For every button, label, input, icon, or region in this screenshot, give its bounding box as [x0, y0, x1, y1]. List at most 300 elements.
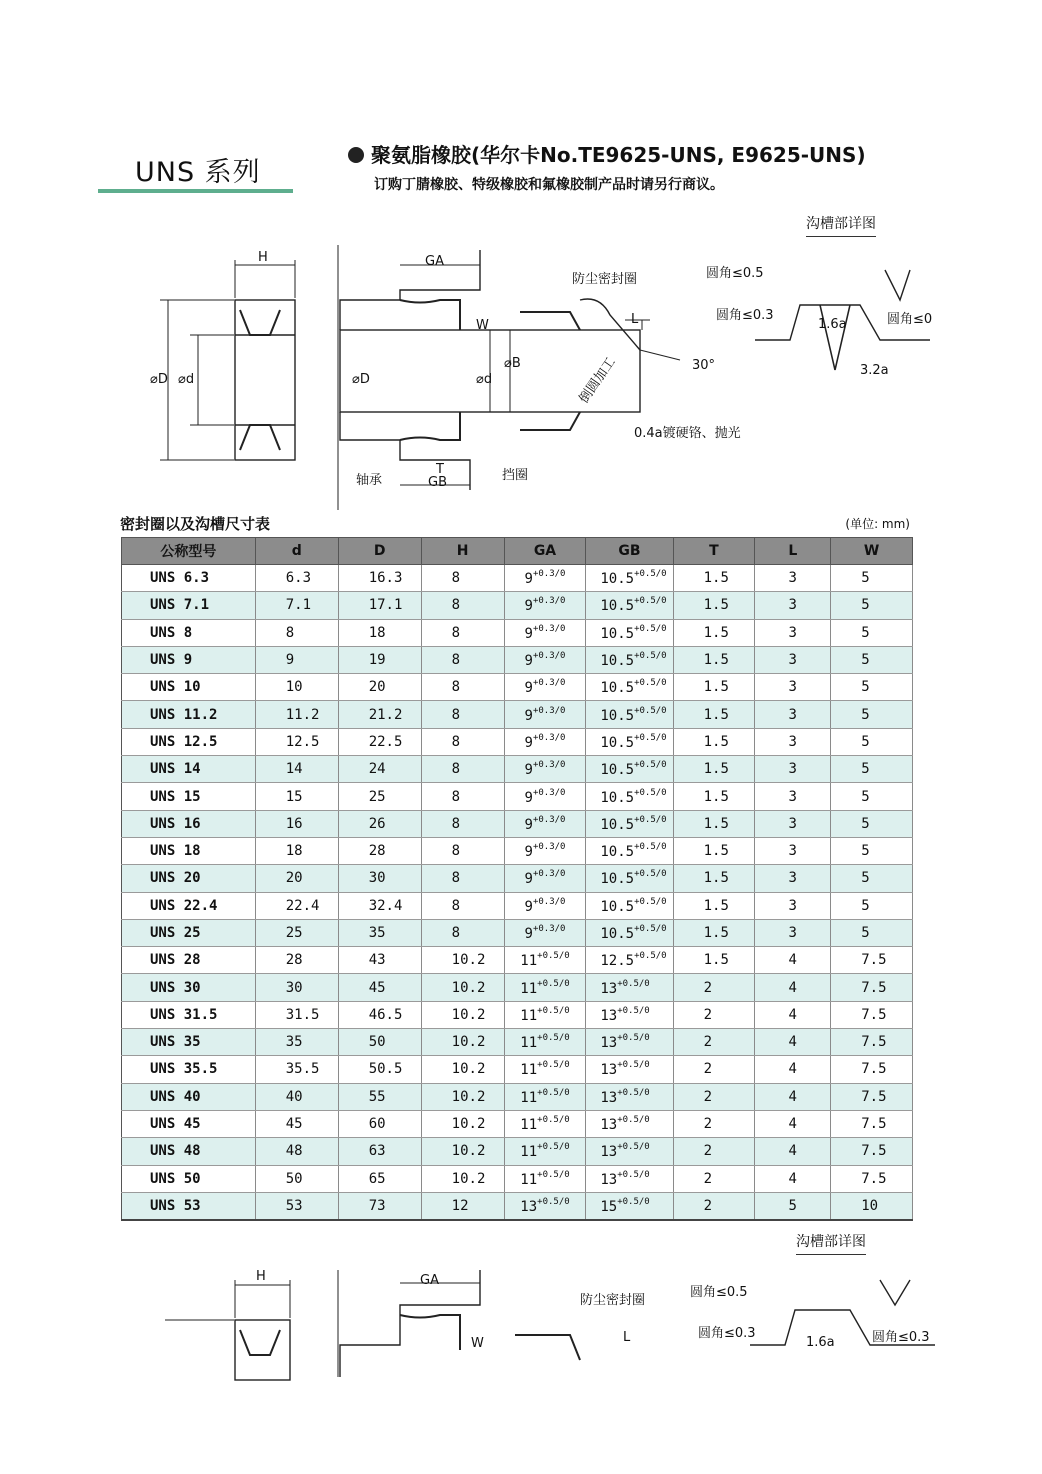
table-row	[122, 756, 913, 783]
cell-ga: $9^{+0.3/0}$	[504, 674, 586, 701]
cell-model: UNS 30	[122, 974, 256, 1001]
cell-H: 10.2	[421, 1001, 504, 1028]
cell-W: 5	[831, 919, 913, 946]
tolerance: +0.5/0	[634, 896, 667, 907]
tolerance: +0.5/0	[537, 978, 570, 989]
cell-W: 5	[831, 646, 913, 673]
dim-gb-label: GB	[428, 475, 447, 490]
cell-W: 10	[831, 1192, 913, 1220]
cell-D: 73	[338, 1192, 421, 1220]
table-row	[122, 892, 913, 919]
table-row	[122, 1110, 913, 1137]
cell-D: 50	[338, 1029, 421, 1056]
col-header-H: H	[421, 538, 504, 565]
cell-W: 5	[831, 783, 913, 810]
tolerance: +0.5/0	[617, 1142, 650, 1153]
col-header-T: T	[673, 538, 755, 565]
tolerance: +0.3/0	[532, 678, 566, 689]
table-row	[122, 619, 913, 646]
cell-T: 1.5	[673, 674, 755, 701]
table-row	[122, 728, 913, 755]
table-row	[122, 919, 913, 946]
cell-L: 4	[755, 1001, 831, 1028]
dust-seal-label: 防尘密封圈	[572, 272, 638, 287]
dim-id-label: ⌀d	[178, 372, 195, 387]
cell-ga: $9^{+0.3/0}$	[504, 837, 586, 864]
cell-gb: $10.5^{+0.5/0}$	[586, 783, 673, 810]
dust-seal-label-bottom: 防尘密封圈	[580, 1293, 646, 1308]
cell-L: 4	[755, 1056, 831, 1083]
cell-D: 35	[338, 919, 421, 946]
cell-gb: $10.5^{+0.5/0}$	[586, 756, 673, 783]
cell-d: 22.4	[255, 892, 338, 919]
cell-L: 4	[755, 1138, 831, 1165]
fillet-r0-label: 圆角≤0	[887, 312, 933, 327]
fillet-r03-label: 圆角≤0.3	[716, 308, 774, 323]
tolerance: +0.3/0	[532, 596, 566, 607]
cell-T: 2	[673, 1192, 755, 1220]
cell-model: UNS 16	[122, 810, 256, 837]
finish-label: 0.4a镀硬铬、抛光	[634, 426, 741, 441]
cell-d: 16	[255, 810, 338, 837]
cell-L: 4	[755, 1029, 831, 1056]
product-line	[348, 139, 866, 168]
cell-d: 12.5	[255, 728, 338, 755]
roughness-16-label: 1.6a	[818, 317, 847, 332]
cell-T: 2	[673, 1029, 755, 1056]
tolerance: +0.5/0	[634, 924, 667, 934]
cell-T: 1.5	[673, 701, 755, 728]
cell-d: 18	[255, 837, 338, 864]
cell-d: 31.5	[255, 1001, 338, 1028]
cell-D: 21.2	[338, 701, 421, 728]
cell-d: 30	[255, 974, 338, 1001]
cell-gb: $13^{+0.5/0}$	[586, 974, 673, 1001]
order-note: 订购丁腈橡胶、特级橡胶和氟橡胶制产品时请另行商议。	[374, 177, 724, 193]
cell-gb: $15^{+0.5/0}$	[586, 1192, 673, 1220]
cell-L: 3	[755, 919, 831, 946]
cell-L: 3	[755, 619, 831, 646]
cell-W: 7.5	[831, 1001, 913, 1028]
cell-D: 50.5	[338, 1056, 421, 1083]
cell-T: 1.5	[673, 728, 755, 755]
cell-T: 1.5	[673, 810, 755, 837]
cell-ga: $9^{+0.3/0}$	[504, 756, 586, 783]
dim-ga-label-bottom: GA	[420, 1273, 439, 1288]
dimension-table	[121, 537, 913, 1221]
cell-d: 48	[255, 1138, 338, 1165]
tolerance: +0.5/0	[634, 760, 667, 771]
table-title: 密封圈以及沟槽尺寸表	[120, 515, 271, 533]
cell-model: UNS 8	[122, 619, 256, 646]
tolerance: +0.3/0	[532, 760, 566, 771]
cell-D: 20	[338, 674, 421, 701]
cell-T: 1.5	[673, 892, 755, 919]
cell-D: 17.1	[338, 592, 421, 619]
cell-H: 8	[421, 646, 504, 673]
cell-H: 10.2	[421, 1138, 504, 1165]
cell-T: 1.5	[673, 565, 755, 592]
cell-H: 8	[421, 674, 504, 701]
cell-gb: $13^{+0.5/0}$	[586, 1110, 673, 1137]
cell-D: 60	[338, 1110, 421, 1137]
table-row	[122, 974, 913, 1001]
cell-H: 8	[421, 919, 504, 946]
roughness-32-label: 3.2a	[860, 363, 889, 378]
cell-model: UNS 18	[122, 837, 256, 864]
col-header-model: 公称型号	[122, 538, 256, 565]
cell-H: 10.2	[421, 1056, 504, 1083]
tolerance: +0.5/0	[634, 732, 667, 743]
dim-l-label-bottom: L	[623, 1330, 631, 1345]
cell-W: 5	[831, 756, 913, 783]
tolerance: +0.5/0	[537, 1169, 570, 1180]
cell-gb: $10.5^{+0.5/0}$	[586, 919, 673, 946]
cell-ga: $9^{+0.3/0}$	[504, 919, 586, 946]
tolerance: +0.5/0	[634, 651, 667, 662]
cell-d: 35	[255, 1029, 338, 1056]
cell-W: 5	[831, 810, 913, 837]
cell-T: 1.5	[673, 619, 755, 646]
dim-b-label: ⌀B	[504, 356, 521, 371]
cell-L: 3	[755, 783, 831, 810]
cell-ga: $13^{+0.5/0}$	[504, 1192, 586, 1220]
cell-L: 4	[755, 1110, 831, 1137]
dim-h-label-bottom: H	[256, 1269, 266, 1284]
cell-ga: $11^{+0.5/0}$	[504, 1029, 586, 1056]
cell-T: 1.5	[673, 783, 755, 810]
table-row	[122, 565, 913, 592]
cell-model: UNS 28	[122, 947, 256, 974]
cell-gb: $13^{+0.5/0}$	[586, 1083, 673, 1110]
cell-ga: $9^{+0.3/0}$	[504, 728, 586, 755]
cell-D: 22.5	[338, 728, 421, 755]
cell-L: 3	[755, 810, 831, 837]
table-row	[122, 865, 913, 892]
cell-W: 5	[831, 565, 913, 592]
cell-T: 2	[673, 1138, 755, 1165]
product-line-text: 聚氨脂橡胶(华尔卡No.TE9625-UNS, E9625-UNS)	[371, 143, 866, 167]
table-row	[122, 1056, 913, 1083]
retainer-label: 挡圈	[502, 468, 529, 483]
tolerance: +0.5/0	[634, 787, 667, 798]
series-title-underline	[98, 189, 293, 193]
tolerance: +0.5/0	[617, 978, 650, 989]
cell-D: 45	[338, 974, 421, 1001]
cell-d: 6.3	[255, 565, 338, 592]
cell-ga: $9^{+0.3/0}$	[504, 619, 586, 646]
cell-D: 16.3	[338, 565, 421, 592]
tolerance: +0.3/0	[532, 569, 566, 580]
cell-model: UNS 6.3	[122, 565, 256, 592]
cell-d: 28	[255, 947, 338, 974]
cell-ga: $11^{+0.5/0}$	[504, 1083, 586, 1110]
cell-d: 8	[255, 619, 338, 646]
cell-T: 2	[673, 1110, 755, 1137]
cell-L: 3	[755, 674, 831, 701]
series-title: UNS 系列	[135, 157, 261, 188]
cell-model: UNS 40	[122, 1083, 256, 1110]
cell-gb: $12.5^{+0.5/0}$	[586, 947, 673, 974]
table-row	[122, 1029, 913, 1056]
cell-W: 7.5	[831, 1029, 913, 1056]
cell-D: 30	[338, 865, 421, 892]
cell-model: UNS 9	[122, 646, 256, 673]
cell-H: 10.2	[421, 1083, 504, 1110]
cell-model: UNS 22.4	[122, 892, 256, 919]
cell-model: UNS 50	[122, 1165, 256, 1192]
table-row	[122, 810, 913, 837]
cell-T: 1.5	[673, 919, 755, 946]
cell-T: 2	[673, 1056, 755, 1083]
cell-model: UNS 15	[122, 783, 256, 810]
cell-L: 4	[755, 974, 831, 1001]
cell-gb: $13^{+0.5/0}$	[586, 1056, 673, 1083]
dim-l-label: L	[631, 312, 639, 327]
cell-W: 5	[831, 865, 913, 892]
cell-ga: $11^{+0.5/0}$	[504, 974, 586, 1001]
tolerance: +0.5/0	[617, 1115, 650, 1126]
cell-gb: $10.5^{+0.5/0}$	[586, 728, 673, 755]
cell-L: 3	[755, 592, 831, 619]
bearing-label: 轴承	[356, 473, 383, 488]
col-header-W: W	[831, 538, 913, 565]
cell-H: 8	[421, 892, 504, 919]
cell-T: 1.5	[673, 837, 755, 864]
cell-model: UNS 7.1	[122, 592, 256, 619]
cell-D: 18	[338, 619, 421, 646]
cell-W: 7.5	[831, 974, 913, 1001]
seal-section-drawing-bottom	[150, 1265, 940, 1377]
dim-t-label: T	[436, 462, 444, 477]
cell-gb: $10.5^{+0.5/0}$	[586, 646, 673, 673]
tolerance: +0.5/0	[634, 814, 667, 825]
cell-H: 8	[421, 810, 504, 837]
cell-gb: $13^{+0.5/0}$	[586, 1165, 673, 1192]
tolerance: +0.3/0	[532, 787, 566, 798]
cell-model: UNS 35	[122, 1029, 256, 1056]
tolerance: +0.5/0	[634, 951, 667, 962]
dim-w-label: W	[476, 318, 489, 333]
cell-D: 43	[338, 947, 421, 974]
cell-L: 4	[755, 1165, 831, 1192]
table-row	[122, 1083, 913, 1110]
cell-D: 26	[338, 810, 421, 837]
cell-d: 7.1	[255, 592, 338, 619]
tolerance: +0.3/0	[532, 732, 566, 743]
unit-note: (单位: mm)	[845, 517, 910, 531]
cell-D: 24	[338, 756, 421, 783]
tolerance: +0.5/0	[617, 1196, 650, 1207]
cell-D: 65	[338, 1165, 421, 1192]
tolerance: +0.3/0	[532, 623, 566, 634]
cell-model: UNS 31.5	[122, 1001, 256, 1028]
tolerance: +0.5/0	[537, 951, 570, 962]
cell-gb: $10.5^{+0.5/0}$	[586, 592, 673, 619]
tolerance: +0.3/0	[532, 814, 566, 825]
cell-d: 25	[255, 919, 338, 946]
cell-W: 5	[831, 892, 913, 919]
cell-model: UNS 11.2	[122, 701, 256, 728]
cell-ga: $9^{+0.3/0}$	[504, 592, 586, 619]
cell-H: 8	[421, 701, 504, 728]
cell-L: 3	[755, 837, 831, 864]
cell-W: 5	[831, 592, 913, 619]
cell-T: 2	[673, 1001, 755, 1028]
cell-gb: $10.5^{+0.5/0}$	[586, 837, 673, 864]
cell-D: 46.5	[338, 1001, 421, 1028]
cell-H: 8	[421, 865, 504, 892]
table-row	[122, 1001, 913, 1028]
table-header-row	[122, 538, 913, 565]
table-row	[122, 646, 913, 673]
cell-D: 28	[338, 837, 421, 864]
tolerance: +0.5/0	[617, 1005, 650, 1016]
cell-W: 7.5	[831, 1165, 913, 1192]
chamfer-label: 倒圆加工	[576, 355, 619, 407]
cell-ga: $9^{+0.3/0}$	[504, 646, 586, 673]
cell-T: 1.5	[673, 756, 755, 783]
tolerance: +0.5/0	[634, 869, 667, 880]
cell-ga: $9^{+0.3/0}$	[504, 810, 586, 837]
cell-L: 3	[755, 565, 831, 592]
cell-d: 50	[255, 1165, 338, 1192]
dim-w-label-bottom: W	[471, 1336, 484, 1351]
cell-W: 7.5	[831, 1056, 913, 1083]
tolerance: +0.3/0	[532, 896, 566, 907]
cell-ga: $11^{+0.5/0}$	[504, 1001, 586, 1028]
tolerance: +0.5/0	[537, 1142, 570, 1153]
cell-L: 3	[755, 728, 831, 755]
cell-L: 3	[755, 892, 831, 919]
tolerance: +0.5/0	[537, 1115, 570, 1126]
cell-ga: $9^{+0.3/0}$	[504, 865, 586, 892]
tolerance: +0.5/0	[617, 1060, 650, 1071]
cell-D: 55	[338, 1083, 421, 1110]
tolerance: +0.3/0	[532, 842, 566, 853]
table-row	[122, 592, 913, 619]
fillet-r05-label-bottom: 圆角≤0.5	[690, 1285, 748, 1300]
cell-H: 8	[421, 565, 504, 592]
dim-rod-d-label: ⌀d	[476, 372, 493, 387]
angle-label: 30°	[692, 358, 716, 373]
tolerance: +0.5/0	[537, 1060, 570, 1071]
cell-ga: $11^{+0.5/0}$	[504, 1165, 586, 1192]
fillet-r03b-label-bottom: 圆角≤0.3	[872, 1330, 930, 1345]
tolerance: +0.3/0	[532, 869, 566, 880]
tolerance: +0.5/0	[634, 678, 667, 689]
cell-W: 7.5	[831, 1138, 913, 1165]
col-header-L: L	[755, 538, 831, 565]
dim-housing-d-label: ⌀D	[352, 372, 370, 387]
cell-H: 10.2	[421, 974, 504, 1001]
table-row	[122, 947, 913, 974]
cell-model: UNS 20	[122, 865, 256, 892]
tolerance: +0.5/0	[634, 705, 667, 716]
cell-H: 12	[421, 1192, 504, 1220]
cell-L: 4	[755, 1083, 831, 1110]
cell-H: 8	[421, 592, 504, 619]
dim-ga-label: GA	[425, 254, 444, 269]
cell-model: UNS 14	[122, 756, 256, 783]
cell-T: 1.5	[673, 865, 755, 892]
cell-H: 10.2	[421, 947, 504, 974]
tolerance: +0.3/0	[532, 651, 566, 662]
cell-gb: $10.5^{+0.5/0}$	[586, 674, 673, 701]
cell-H: 8	[421, 728, 504, 755]
fillet-r05-label: 圆角≤0.5	[706, 266, 764, 281]
cell-d: 11.2	[255, 701, 338, 728]
cell-d: 9	[255, 646, 338, 673]
cell-T: 2	[673, 1083, 755, 1110]
cell-W: 5	[831, 619, 913, 646]
tolerance: +0.5/0	[537, 1087, 570, 1098]
cell-L: 3	[755, 865, 831, 892]
cell-model: UNS 10	[122, 674, 256, 701]
cell-d: 40	[255, 1083, 338, 1110]
cell-ga: $11^{+0.5/0}$	[504, 947, 586, 974]
col-header-d: d	[255, 538, 338, 565]
cell-H: 8	[421, 837, 504, 864]
cell-gb: $13^{+0.5/0}$	[586, 1001, 673, 1028]
cell-model: UNS 53	[122, 1192, 256, 1220]
table-row	[122, 674, 913, 701]
cell-D: 32.4	[338, 892, 421, 919]
cell-gb: $10.5^{+0.5/0}$	[586, 865, 673, 892]
cell-L: 3	[755, 701, 831, 728]
cell-ga: $9^{+0.3/0}$	[504, 783, 586, 810]
cell-W: 5	[831, 837, 913, 864]
cell-L: 4	[755, 947, 831, 974]
cell-gb: $10.5^{+0.5/0}$	[586, 892, 673, 919]
table-row	[122, 783, 913, 810]
cell-d: 35.5	[255, 1056, 338, 1083]
cell-ga: $9^{+0.3/0}$	[504, 892, 586, 919]
cell-model: UNS 25	[122, 919, 256, 946]
cell-W: 7.5	[831, 1110, 913, 1137]
col-header-D: D	[338, 538, 421, 565]
table-row	[122, 1192, 913, 1220]
cell-gb: $10.5^{+0.5/0}$	[586, 810, 673, 837]
bullet-icon	[348, 147, 364, 163]
table-row	[122, 1165, 913, 1192]
tolerance: +0.5/0	[634, 623, 667, 634]
cell-T: 2	[673, 1165, 755, 1192]
cell-T: 2	[673, 974, 755, 1001]
tolerance: +0.5/0	[537, 1196, 570, 1207]
tolerance: +0.5/0	[634, 596, 667, 607]
cell-gb: $13^{+0.5/0}$	[586, 1138, 673, 1165]
cell-gb: $10.5^{+0.5/0}$	[586, 701, 673, 728]
cell-L: 3	[755, 646, 831, 673]
cell-ga: $9^{+0.3/0}$	[504, 701, 586, 728]
cell-W: 7.5	[831, 947, 913, 974]
cell-L: 5	[755, 1192, 831, 1220]
cell-H: 10.2	[421, 1110, 504, 1137]
cell-ga: $9^{+0.3/0}$	[504, 565, 586, 592]
cell-H: 8	[421, 783, 504, 810]
tolerance: +0.5/0	[537, 1005, 570, 1016]
tolerance: +0.3/0	[532, 924, 566, 934]
cell-L: 3	[755, 756, 831, 783]
cell-gb: $13^{+0.5/0}$	[586, 1029, 673, 1056]
tolerance: +0.5/0	[617, 1087, 650, 1098]
cell-W: 5	[831, 728, 913, 755]
groove-detail-caption: 沟槽部详图	[806, 213, 876, 237]
cell-d: 14	[255, 756, 338, 783]
col-header-ga: GA	[504, 538, 586, 565]
tolerance: +0.3/0	[532, 705, 566, 716]
